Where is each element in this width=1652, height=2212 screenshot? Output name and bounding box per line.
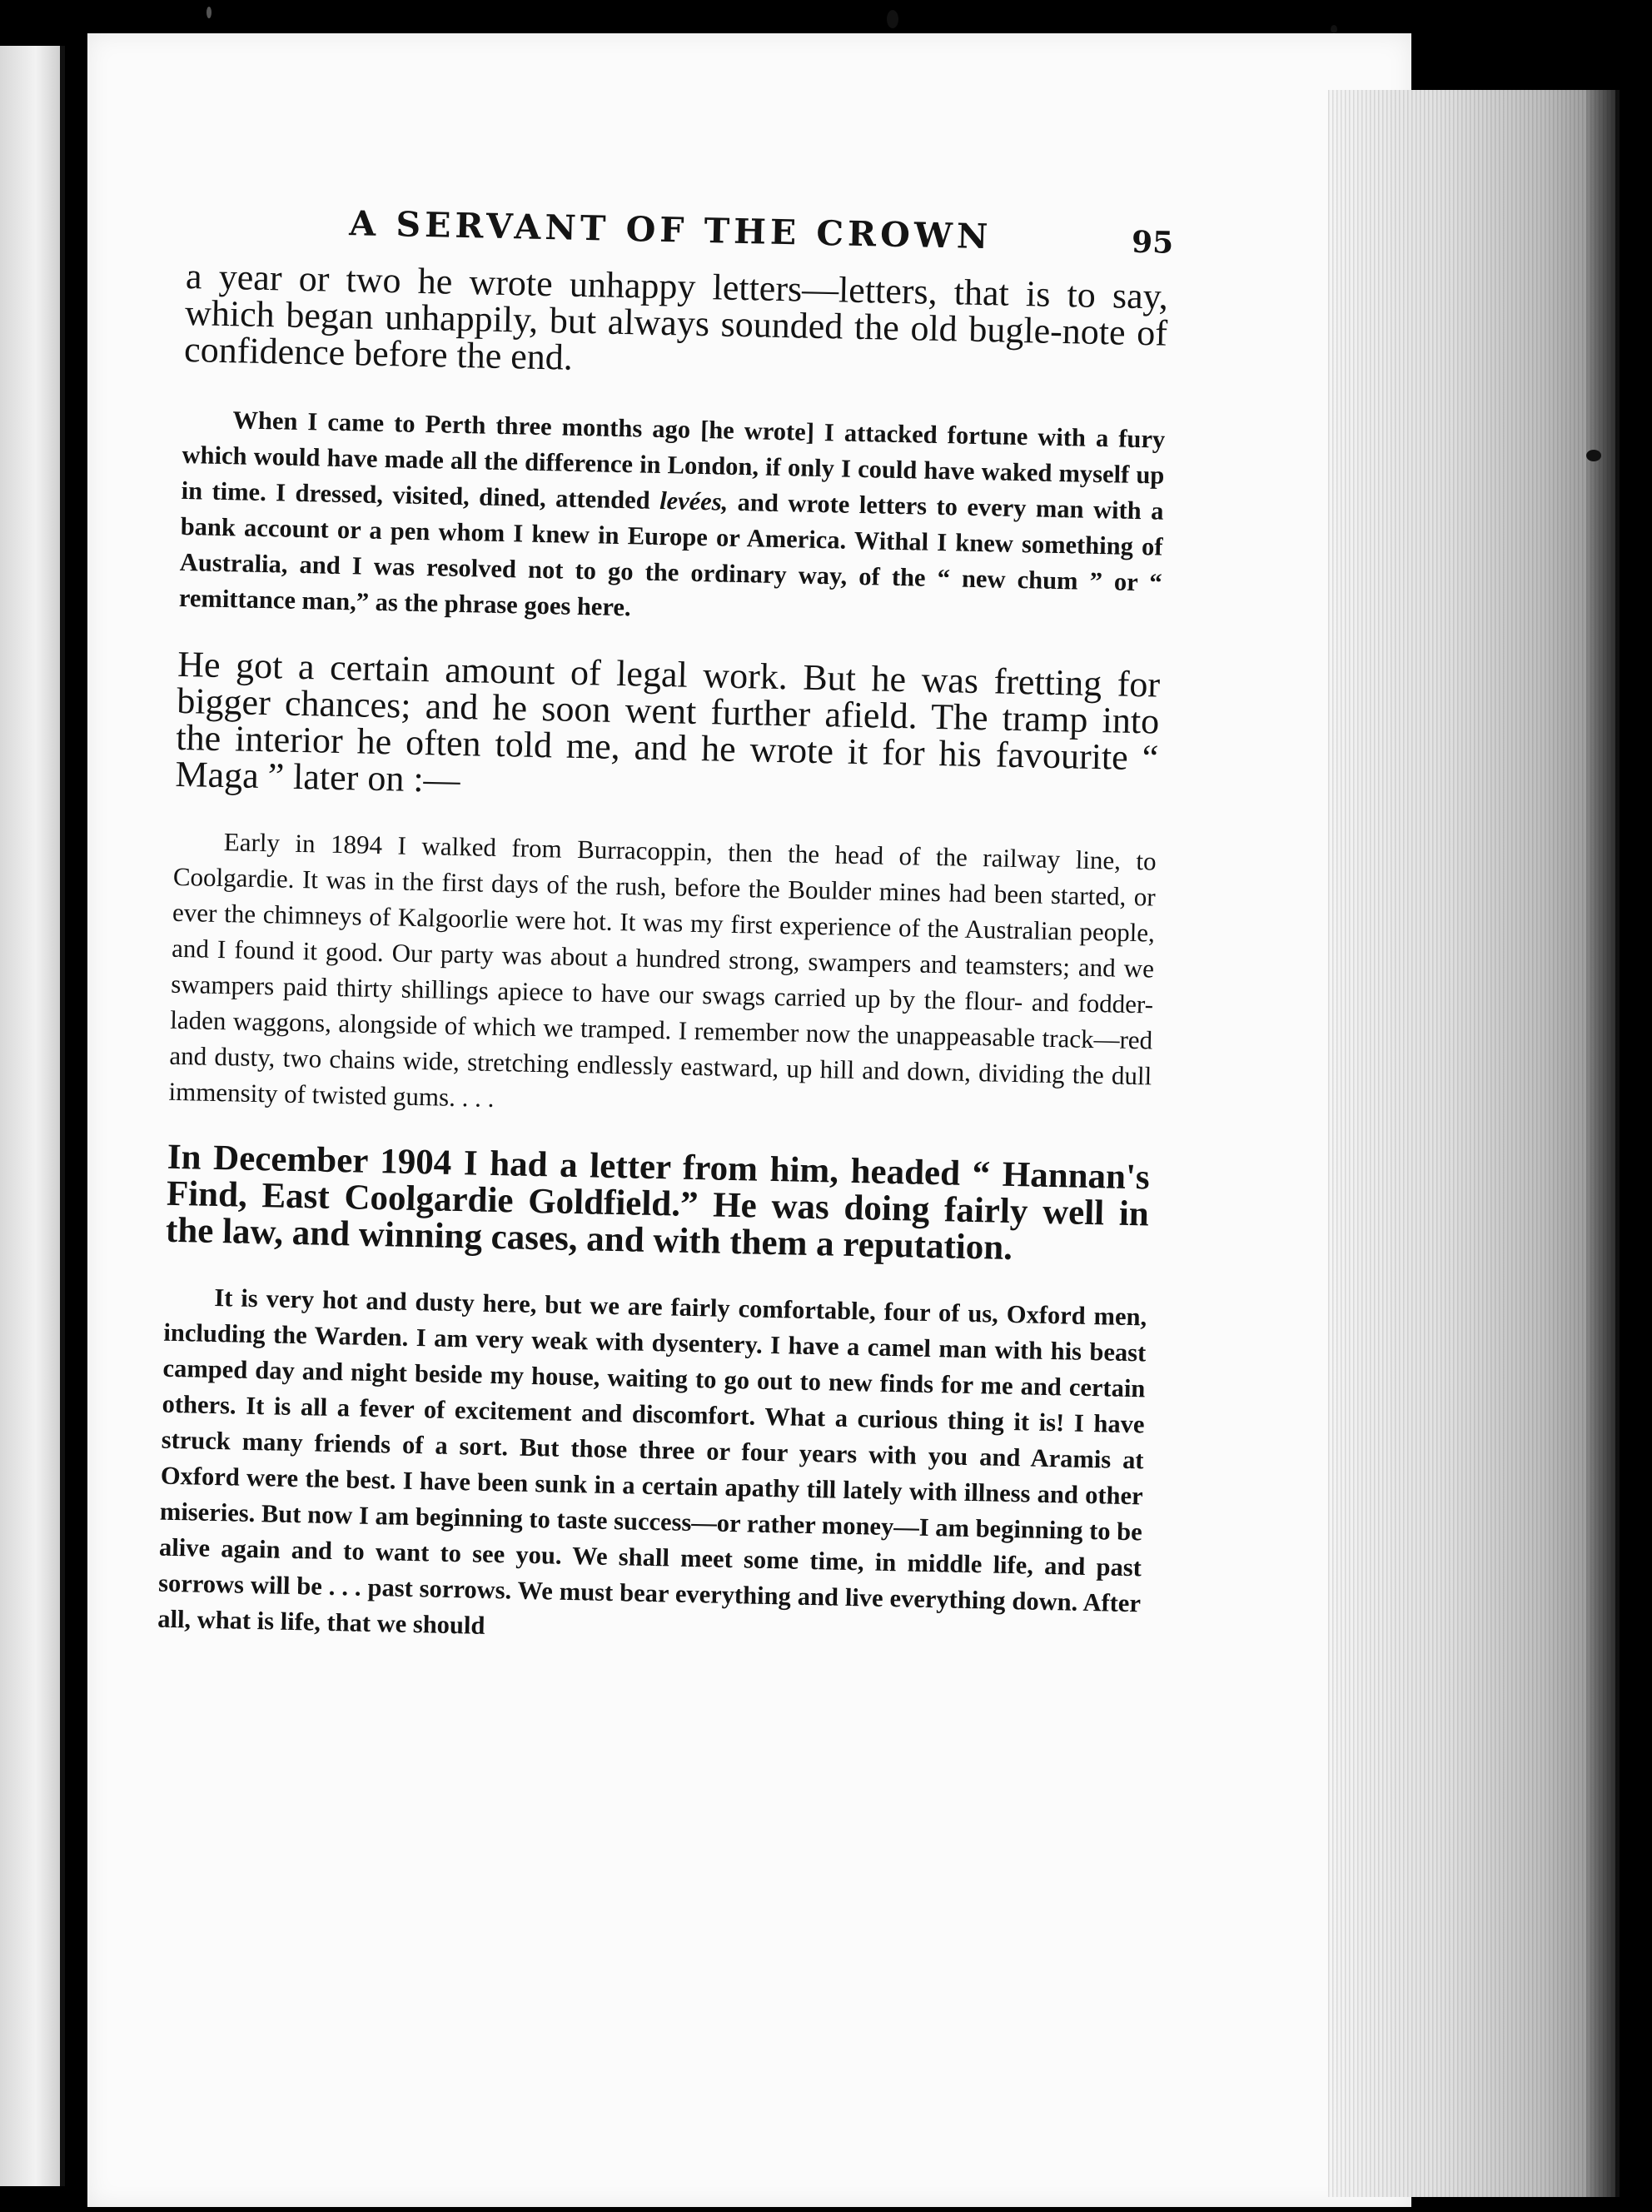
quote-3: It is very hot and dusty here, but we are fairly comfortable, four of us, Oxford men, including the Warden. I am very weak with dysentery. I have a camel man with his beast camped day and night beside my house, waiting to go out to new finds for me and certain others. It is all a fever of excitement and discomfort. What a curious thing it is! I have struck many friends of a sort. But those three or four years with you and Aramis at Oxford were the best. I have been sunk in a certain apathy till lately with illness and other miseries. But now I am beginning to taste success—or rather money—I am beginning to be alive again and to want to see you. We shall meet some time, in middle life, and past sorrows will be . . . past sorrows. We must bear everything and live everything down. After all, what is life, that we should (157, 1283, 1147, 1640)
book-fore-edge-shadow (1586, 90, 1620, 2197)
left-page-edge (0, 46, 65, 2186)
page-content (157, 200, 1174, 1657)
quote-1-emphasis: levées, (659, 486, 729, 516)
book-fore-edge (1328, 90, 1615, 2197)
paragraph-1: a year or two he wrote unhappy letters—letters, that is to say, which began unhappily, but always sounded the old bugle-note of confidence before the end. (183, 255, 1169, 378)
quote-1 (179, 401, 1166, 637)
quote-1-text: When I came to Perth three months ago [he wrote] I attacked fortune with a fury which would have made all the difference in London, if only I could have waked myself up in time. I dressed, visited, dined, attended (181, 406, 1166, 515)
paragraph-3: In December 1904 I had a letter from him, headed “ Hannan's Find, East Coolgardie Goldfield.” He was doing fairly well in the law, and winning cases, and with them a reputation. (165, 1137, 1151, 1268)
quote-2: Early in 1894 I walked from Burracoppin, then the head of the railway line, to Coolgardie. It was in the first days of the rush, before the Boulder mines had been started, or ever the chimneys of Kalgoorlie were hot. It was my first experience of the Australian people, and I found it good. Our party was about a hundred strong, swampers and teamsters; and we swampers paid thirty shillings apiece to have our swags carried up by the flour- and fodder-laden waggons, alongside of which we tramped. I remember now the unappeasable track—red and dusty, two chains wide, stretching endlessly eastward, up hill and down, dividing the dull immensity of twisted gums. . . . (168, 827, 1157, 1113)
page-number: 95 (1131, 224, 1174, 261)
paragraph-2: He got a certain amount of legal work. But he was fretting for bigger chances; and he soon went further afield. The tramp into the interior he often told me, and he wrote it for his favourite “ Maga ” later on :— (175, 643, 1161, 801)
running-head-title: A SERVANT OF THE CROWN (348, 203, 993, 257)
quote-1-text-end: and wrote letters to every man with a bank account or a pen whom I knew in Europe or America. Withal I knew something of Australia, and I was resolved not to go the ordinary way, of the “ new chum ” or “ remittance man,” as the phrase goes here. (178, 487, 1164, 622)
